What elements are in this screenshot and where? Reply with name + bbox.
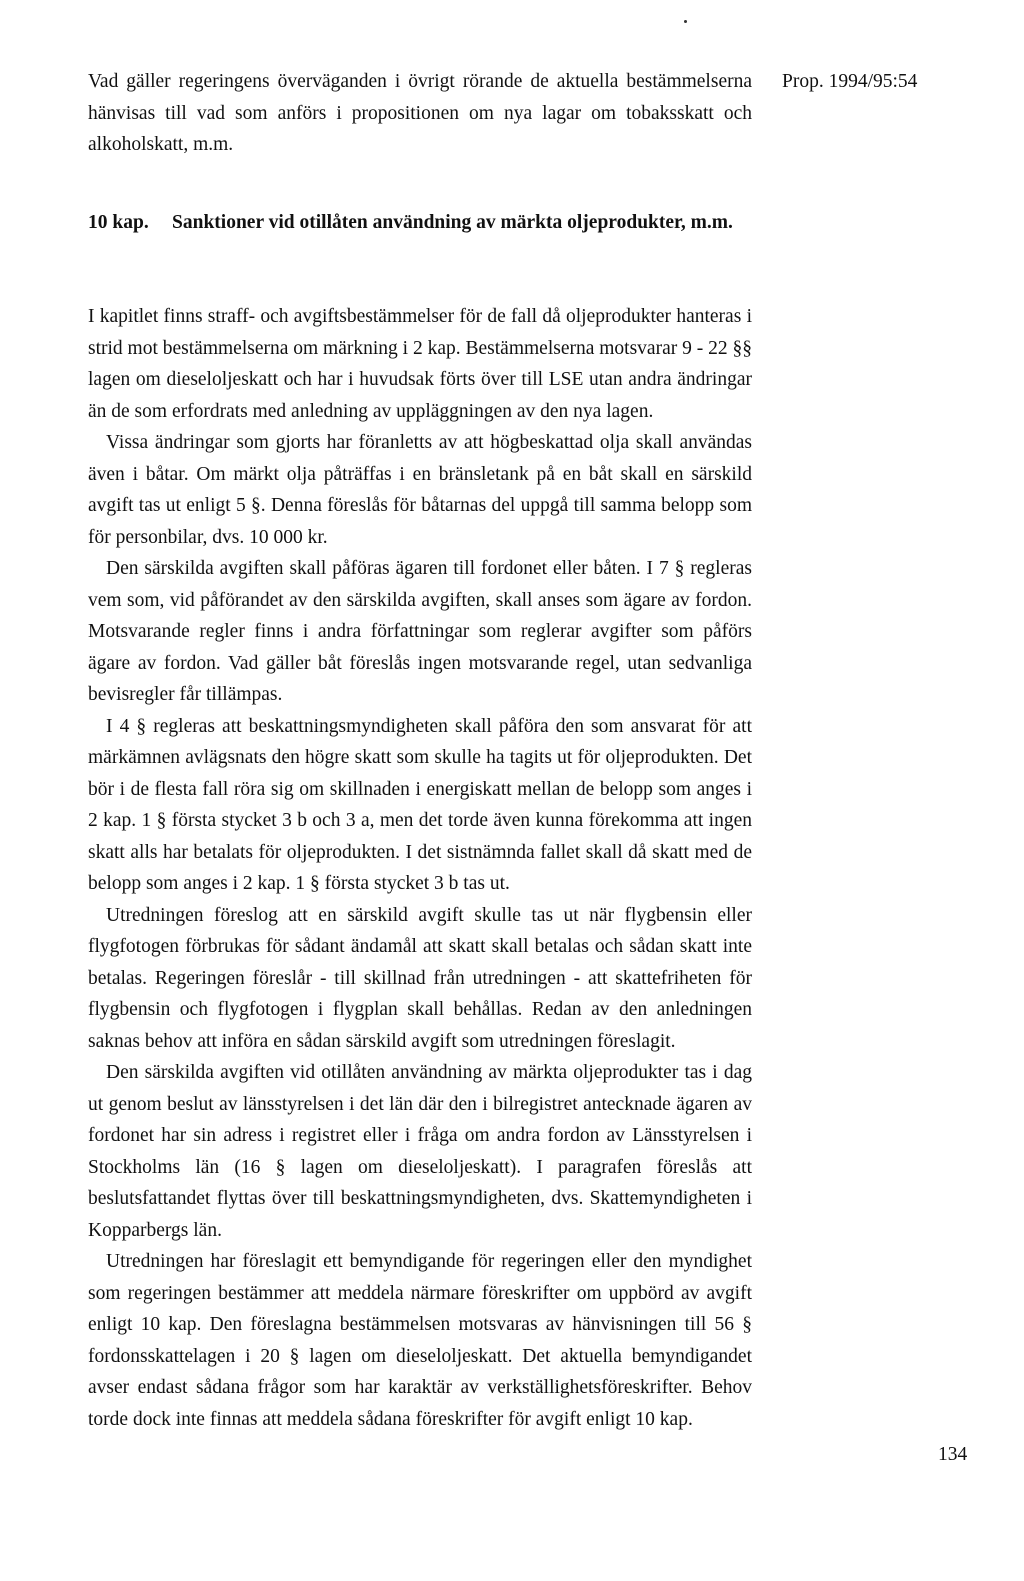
chapter-title: Sanktioner vid otillåten användning av märkta oljeprodukter, m.m.: [172, 212, 733, 233]
body-paragraph: Vissa ändringar som gjorts har föranletts av att högbeskattad olja skall användas även i båtar. Om märkt olja påträffas i en bränsletank på en båt skall en särskild avgift tas ut enligt 5 §. Denna föreslås för båtarnas del uppgå till samma belopp som för personbilar, dvs. 10 000 kr.: [88, 432, 752, 548]
chapter-body: [88, 301, 752, 1435]
scan-dot: [684, 20, 687, 23]
body-paragraph: I kapitlet finns straff- och avgiftsbestämmelser för de fall då oljeprodukter hanteras i strid mot bestämmelserna om märkning i 2 kap. Bestämmelserna motsvarar 9 - 22 §§ lagen om dieseloljeskatt och har i huvudsak förts över till LSE utan andra ändringar än de som erfordrats med anledning av uppläggningen av den nya lagen.: [88, 306, 752, 422]
chapter-number: 10 kap.: [88, 212, 149, 233]
body-paragraph: Utredningen har föreslagit ett bemyndigande för regeringen eller den myndighet som regeringen bestämmer att meddela närmare föreskrifter om uppbörd av avgift enligt 10 kap. Den föreslagna bestämmelsen motsvaras av hänvisningen till 56 § fordonsskattelagen i 20 § lagen om dieseloljeskatt. Det aktuella bemyndigandet avser endast sådana frågor som har karaktär av verkställighetsföreskrifter. Behov torde dock inte finnas att meddela sådana föreskrifter för avgift enligt 10 kap.: [88, 1251, 752, 1430]
chapter-heading: [88, 207, 752, 239]
intro-paragraph: Vad gäller regeringens överväganden i övrigt rörande de aktuella bestämmelserna hänvisas till vad som anförs i propositionen om nya lagar om tobaksskatt och alkoholskatt, m.m.: [88, 71, 752, 155]
body-paragraph: I 4 § regleras att beskattningsmyndigheten skall påföra den som ansvarat för att märkämnen avlägsnats den högre skatt som skulle ha tagits ut för oljeprodukten. Det bör i de flesta fall röra sig om skillnaden i energiskatt mellan de belopp som anges i 2 kap. 1 § första stycket 3 b och 3 a, men det torde även kunna förekomma att ingen skatt alls har betalats för oljeprodukten. I det sistnämnda fallet skall då skatt med de belopp som anges i 2 kap. 1 § första stycket 3 b tas ut.: [88, 715, 752, 894]
page-number: 134: [938, 1444, 968, 1465]
body-paragraph: Den särskilda avgiften vid otillåten användning av märkta oljeprodukter tas i dag ut genom beslut av länsstyrelsen i det län där den i bilregistret antecknade ägaren av fordonet har sin adress i registret eller i fråga om andra fordon av Länsstyrelsen i Stockholms län (16 § lagen om dieseloljeskatt). I paragrafen föreslås att beslutsfattandet flyttas över till beskattningsmyndigheten, dvs. Skattemyndigheten i Kopparbergs län.: [88, 1062, 752, 1241]
proposition-reference: Prop. 1994/95:54: [782, 71, 918, 92]
body-paragraph: Utredningen föreslog att en särskild avgift skulle tas ut när flygbensin eller flygfotogen förbrukas för sådant ändamål att skatt skall betalas och sådan skatt inte betalas. Regeringen föreslår - till skillnad från utredningen - att skattefriheten för flygbensin och flygfotogen i flygplan skall behållas. Redan av den anledningen saknas behov att införa en sådan särskild avgift som utredningen föreslagit.: [88, 904, 752, 1052]
body-paragraph: Den särskilda avgiften skall påföras ägaren till fordonet eller båten. I 7 § regleras vem som, vid påförandet av den särskilda avgiften, skall anses som ägare av fordon. Motsvarande regler finns i andra författningar som reglerar avgifter som påförs ägare av fordon. Vad gäller båt föreslås ingen motsvarande regel, utan sedvanliga bevisregler får tillämpas.: [88, 558, 752, 705]
